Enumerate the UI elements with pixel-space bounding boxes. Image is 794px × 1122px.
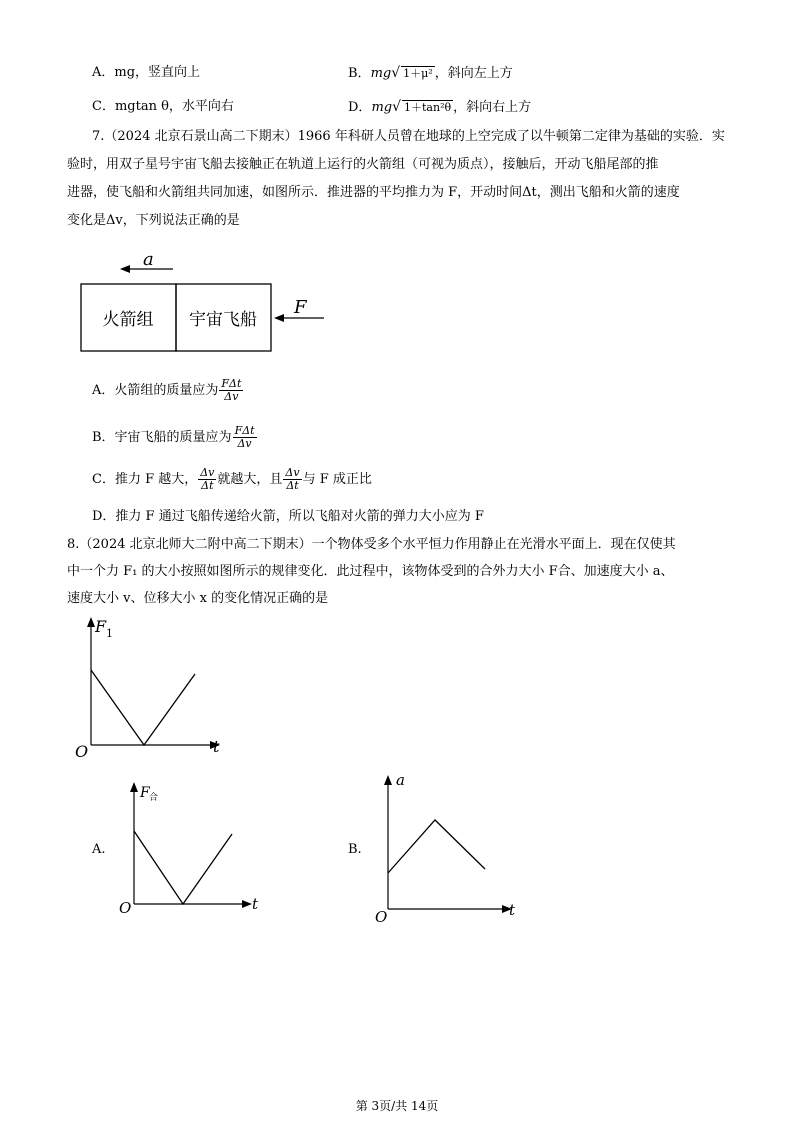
x-label: t <box>252 895 259 913</box>
accel-label: a <box>143 249 154 270</box>
q8-option-b-label: B. <box>348 842 362 857</box>
y-axis-arrowhead <box>87 617 95 627</box>
y-label: F <box>95 617 107 636</box>
force-arrowhead <box>274 314 284 322</box>
force-label: F <box>294 297 307 318</box>
q7-option-c: C．推力 F 越大， $\frac{\Delta v}{\Delta t}$ 就越大，且 $\frac{\Delta v}{\Delta t}$ 与 F 成正比 <box>92 466 372 492</box>
ship-label: 宇宙飞船 <box>189 310 257 330</box>
q8-option-b-graph <box>372 768 522 923</box>
y-axis-arrowhead <box>384 775 392 785</box>
q6-option-c: C．mgtan θ，水平向右 <box>92 99 234 114</box>
x-axis-arrowhead <box>242 900 252 908</box>
origin-label: O <box>119 899 132 917</box>
q6-option-a: A．mg，竖直向上 <box>92 65 201 80</box>
q7-stem-line1: 7.（2024 北京石景山高二下期末）1966 年科研人员曾在地球的上空完成了以牛顿第二定律为基础的实验．实 <box>92 129 725 144</box>
y-label-sub: 1 <box>106 627 113 640</box>
x-label: t <box>509 901 516 919</box>
q7-stem-line4: 变化是Δv，下列说法正确的是 <box>67 213 240 228</box>
q8-stem-line3: 速度大小 v、位移大小 x 的变化情况正确的是 <box>67 591 329 606</box>
x-label: t <box>213 737 220 756</box>
q7-stem-line3: 进器，使飞船和火箭组共同加速，如图所示．推进器的平均推力为 F，开动时间Δt，测出飞船和火箭的速度 <box>67 185 680 200</box>
f-net-curve <box>134 831 232 904</box>
q7-option-d: D．推力 F 通过飞船传递给火箭，所以飞船对火箭的弹力大小应为 F <box>92 509 484 524</box>
f1-curve <box>91 670 195 745</box>
a-curve <box>388 820 485 873</box>
origin-label: O <box>75 742 89 761</box>
y-axis-arrowhead <box>130 782 138 792</box>
accel-arrowhead <box>120 265 130 273</box>
q8-stem-line2: 中一个力 F₁ 的大小按照如图所示的规律变化．此过程中，该物体受到的合外力大小 F合、加速度大小 a、 <box>67 564 674 579</box>
q8-option-a-label: A. <box>92 842 106 857</box>
q8-option-a-graph <box>115 775 265 920</box>
q6-option-d: D．mg√ 1＋tan²θ ，斜向右上方 <box>348 99 532 115</box>
q7-figure <box>70 245 340 360</box>
y-label: a <box>396 771 405 789</box>
q7-stem-line2: 验时，用双子星号宇宙飞船去接触正在轨道上运行的火箭组（可视为质点），接触后，开动飞船尾部的推 <box>67 157 659 172</box>
origin-label: O <box>375 908 388 923</box>
q8-main-graph <box>70 612 230 762</box>
page-number: 第 3页/共 14页 <box>355 1099 439 1113</box>
q7-option-a: A．火箭组的质量应为 $\frac{\text{FΔt}}{\Delta v}$ <box>92 377 242 403</box>
y-label: F <box>140 785 150 801</box>
q6-option-b: B．mg√ 1＋μ² ，斜向左上方 <box>348 65 513 81</box>
q7-option-b: B．宇宙飞船的质量应为 $\frac{\text{FΔt}}{\Delta v}$ <box>92 424 255 450</box>
q8-stem-line1: 8.（2024 北京北师大二附中高二下期末）一个物体受多个水平恒力作用静止在光滑水平面上．现在仅使其 <box>67 537 676 552</box>
y-label-sub: 合 <box>149 793 159 803</box>
rocket-label: 火箭组 <box>102 310 154 330</box>
